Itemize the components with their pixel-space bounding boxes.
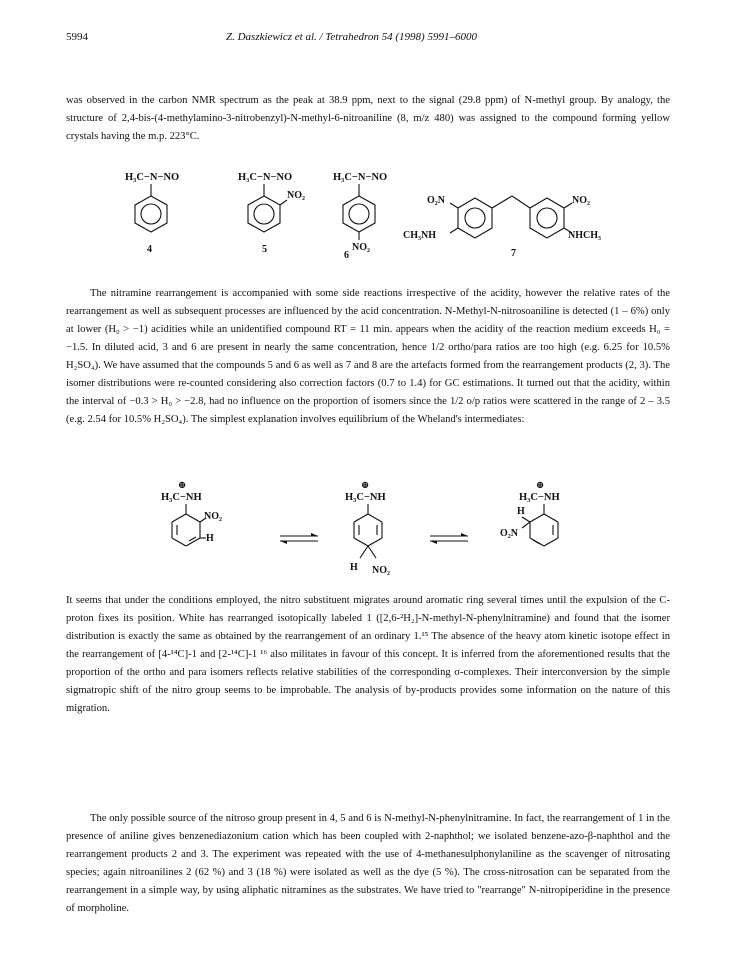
compound-number-7: 7 — [511, 248, 516, 259]
methylamino-left-7: CH₃NH — [403, 230, 436, 241]
o2n-label-7: O₂N — [427, 195, 445, 206]
paragraph-3: It seems that under the conditions employed, the nitro substituent migrates around aromatic ring several times until the expulsion of the C-proton fixes its position. White has rearranged isotopically labeled 1 ([2,6-²H₂]-N-methyl-N-phenylnitramine) and found that the isomer distribution is exactly the same as obtained by the rearrangement of an ordinary 1.¹⁵ The absence of the heavy atom kinetic isotope effect in the rearrangement of [4-¹⁴C]-1 and [2-¹⁴C]-1 ¹⁶ also militates in favour of this concept. It is inferred from the aforementioned results that the proportion of the ortho and para isomers reflects relative stabilities of the corresponding σ-complexes. Their interconversion by the simple sigmatropic shift of the nitro group seems to be improbable. The analysis of by-products provides some information on the nature of this migration. — [66, 595, 670, 714]
para-sigma-complex — [345, 480, 390, 576]
nitro-label-para: NO₂ — [372, 565, 390, 576]
hydrogen-label-ortho: H — [206, 533, 214, 544]
o2n-label-ortho-prime: O₂N — [500, 528, 518, 539]
equilibrium-arrow-1 — [280, 533, 318, 544]
plus-charge-para: ⊕ — [361, 480, 370, 491]
cation-label-para: H₃C−NH — [345, 492, 386, 503]
nitro-label-5: NO₂ — [287, 190, 305, 201]
equilibrium-arrow-2 — [430, 533, 468, 544]
compound-number-4: 4 — [147, 244, 152, 255]
structure-7 — [403, 195, 601, 259]
label-h3c-n-no-5: H₃C−N−NO — [238, 172, 293, 183]
hydrogen-label-para: H — [350, 562, 358, 573]
compound-number-5: 5 — [262, 244, 267, 255]
nitro-label-7: NO₂ — [572, 195, 590, 206]
structure-5 — [238, 172, 305, 255]
running-head: Z. Daszkiewicz et al. / Tetrahedron 54 (1998) 5991–6000 — [226, 31, 477, 43]
paragraph-4: The only possible source of the nitroso group present in 4, 5 and 6 is N-methyl-N-phenylnitramine. In fact, the rearrangement of 1 in the presence of aniline gives benzenediazonium cation which has been coupled with 2-naphthol; we isolated benzene-azo-β-naphthol and the rearrangement products 2 and 3. The experiment was repeated with the use of 4-methanesulphonylaniline as the scavenger of nitrosating species; again nitroanilines 2 (62 %) and 3 (18 %) were isolated as well as the dye (5 %). The cross-nitrosation can be separated from the rearrangement in a simple way, by using aliphatic nitramines as the substrates. We have tried to "rearrange" N-nitropiperidine in the presence of morpholine. — [66, 813, 670, 914]
page-number: 5994 — [66, 31, 88, 43]
compound-number-6: 6 — [344, 250, 349, 261]
paragraph-2: The nitramine rearrangement is accompanied with some side reactions irrespective of the acidity, however the relative rates of the rearrangement as well as subsequent processes are influenced by the acid concentration. N-Methyl-N-nitrosoaniline is detected (1 – 6%) only at lower (H₀ > −1) acidities while an unidentified compound RT = 11 min. appears when the acidity of the reaction medium exceeds H₀ = −1.5. In diluted acid, 3 and 6 are present in nearly the same concentration, hence 1/2 ortho/para ratios are too high (e.g. 6.25 for 10.5% H₂SO₄). We have assumed that the compounds 5 and 6 as well as 7 and 8 are the artefacts formed from the rearrangement products (2, 3). The isomer distributions were re-counted considering also correction factors (0.7 to 1.4) for GC estimations. It turned out that the acidity, within the interval of −0.3 > H₀ > −2.8, had no influence on the proportion of isomers since the 1/2 o/p ratios were scattered in the range of 2 – 3.5 (e.g. 2.54 for 10.5% H₂SO₄). The simplest explanation involves equilibrium of the Wheland's intermediates: — [66, 288, 670, 425]
nitro-label-ortho: NO₂ — [204, 511, 222, 522]
label-h3c-n-no-6: H₃C−N−NO — [333, 172, 388, 183]
hydrogen-label-ortho-prime: H — [517, 506, 525, 517]
cation-label-ortho: H₃C−NH — [161, 492, 202, 503]
methylamino-right-7: NHCH₃ — [568, 230, 601, 241]
ortho-sigma-complex — [161, 480, 222, 546]
cation-label-ortho-prime: H₃C−NH — [519, 492, 560, 503]
nitro-label-6: NO₂ — [352, 242, 370, 253]
scheme-wheland-intermediates — [0, 478, 731, 586]
paragraph-1: was observed in the carbon NMR spectrum as the peak at 38.9 ppm, next to the signal (29.8 ppm) of N-methyl group. By analogy, the structure of 2,4-bis-(4-methylamino-3-nitrobenzyl)-N-methyl-6-nitroaniline (8, m/z 480) was assigned to the compound forming yellow crystals having the m.p. 223°C. — [66, 95, 670, 142]
plus-charge-ortho: ⊕ — [178, 480, 187, 491]
structure-4 — [125, 172, 179, 255]
scheme-compounds-4-7 — [0, 170, 731, 270]
label-h3c-n-no-4: H₃C−N−NO — [125, 172, 180, 183]
ortho-prime-sigma-complex — [500, 480, 560, 546]
plus-charge-ortho-prime: ⊕ — [536, 480, 545, 491]
structure-6 — [333, 172, 387, 261]
